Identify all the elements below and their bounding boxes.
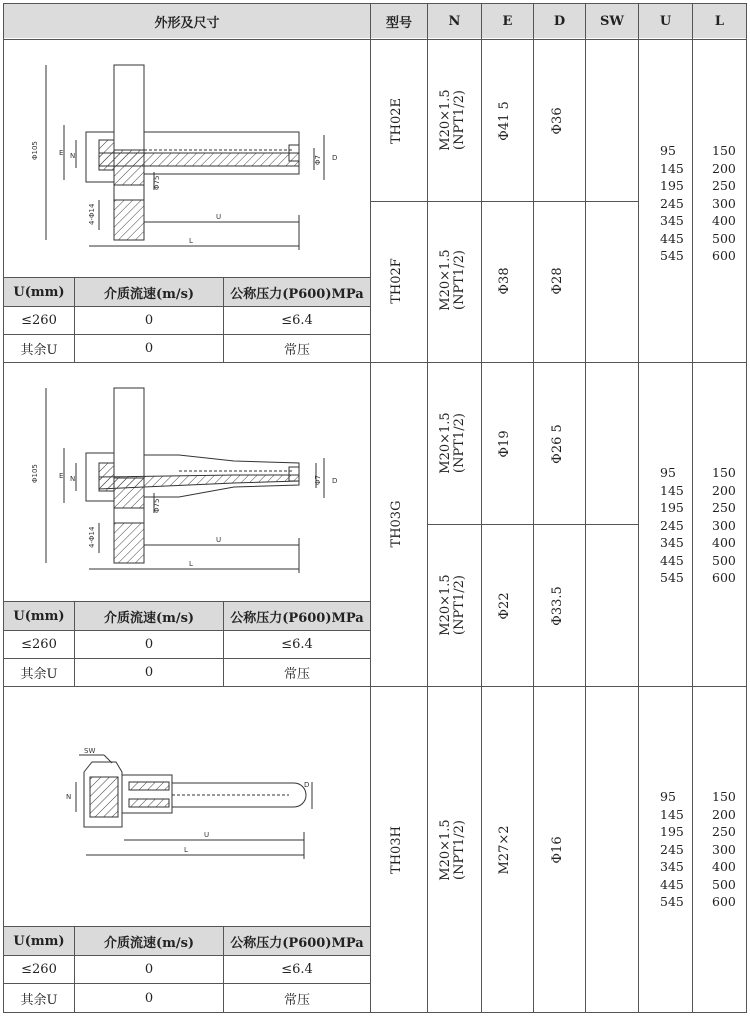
ul1-l: 150 200 250 300 400 500 600 [712, 143, 736, 263]
cond3-header-u: U(mm) [4, 927, 74, 955]
threaded-drawing-th03h [4, 687, 370, 925]
flange-drawing-th02 [4, 40, 370, 276]
grid-col-l [692, 3, 693, 1013]
ul2-l: 150 200 250 300 400 500 600 [712, 465, 736, 585]
label-u-3: U [204, 831, 210, 839]
th03g-b-n: M20×1.5 (NPT1/2) [438, 574, 467, 636]
model-th03g: TH03G [389, 500, 404, 548]
header-shape: 外形及尺寸 [4, 4, 370, 38]
label-d: D [332, 154, 338, 162]
th02e-d: Φ36 [550, 107, 565, 135]
cond2-header-speed: 介质流速(m/s) [75, 602, 223, 630]
cond1-row2-pressure: 常压 [283, 343, 310, 358]
header-l: L [693, 4, 746, 38]
grid-col-u [638, 3, 639, 1013]
label-l-3: L [184, 846, 188, 854]
grid-col-n [427, 3, 428, 1013]
th03h-n: M20×1.5 (NPT1/2) [438, 819, 467, 881]
cond2-header-u: U(mm) [4, 602, 74, 630]
label-e-2: E [59, 472, 64, 480]
cond3-header-speed: 介质流速(m/s) [75, 927, 223, 955]
label-holes: 4-Φ14 [88, 203, 96, 225]
cond2-row2-u: 其余U [20, 667, 58, 682]
label-n-3: N [66, 793, 72, 801]
grid-col-e [481, 3, 482, 1013]
cond1-row2-u: 其余U [20, 343, 58, 358]
th03h-e: M27×2 [497, 825, 512, 875]
label-phi105-2: Φ105 [31, 464, 39, 483]
ul3-l: 150 200 250 300 400 500 600 [712, 789, 736, 909]
ul2-u: 95 145 195 245 345 445 545 [660, 465, 684, 585]
cond2-row2-speed: 0 [144, 665, 154, 680]
flange-drawing-th03g [4, 363, 370, 601]
cond1-header-pressure: 公称压力(P600)MPa [224, 278, 370, 306]
th03g-a-n: M20×1.5 (NPT1/2) [438, 412, 467, 474]
th02f-e: Φ38 [497, 267, 512, 295]
th03g-b-e: Φ22 [497, 592, 512, 620]
label-u-2: U [216, 536, 222, 544]
ul3-u: 95 145 195 245 345 445 545 [660, 789, 684, 909]
grid-bottom [3, 1012, 747, 1013]
ul1-u: 95 145 195 245 345 445 545 [660, 143, 684, 263]
label-phi105: Φ105 [31, 141, 39, 160]
header-sw: SW [586, 4, 638, 38]
th03g-a-e: Φ19 [497, 430, 512, 458]
cond2-row1-speed: 0 [144, 637, 154, 652]
cond1-row1-speed: 0 [144, 313, 154, 328]
th03h-d: Φ16 [550, 836, 565, 864]
label-l: L [189, 237, 193, 245]
cond3-row2-speed: 0 [144, 990, 154, 1006]
header-e: E [482, 4, 533, 38]
label-n: N [70, 152, 76, 160]
cond3-row2-pressure: 常压 [283, 992, 310, 1008]
model-th03h: TH03H [389, 826, 404, 874]
label-d-2: D [332, 477, 338, 485]
cond3-row1-pressure: ≤6.4 [281, 962, 313, 977]
model-th02f: TH02F [389, 258, 404, 304]
header-u: U [639, 4, 692, 38]
label-n-2: N [70, 475, 76, 483]
grid-right [746, 3, 747, 1013]
cond1-header-u: U(mm) [4, 278, 74, 306]
grid-col-model [370, 3, 371, 1013]
header-d: D [534, 4, 585, 38]
grid-top [3, 3, 747, 4]
cond1-row1-pressure: ≤6.4 [281, 313, 313, 328]
label-phi75-2: Φ75 [153, 498, 161, 513]
label-holes-2: 4-Φ14 [88, 526, 96, 548]
cond3-header-pressure: 公称压力(P600)MPa [224, 927, 370, 955]
label-l-2: L [189, 560, 193, 568]
grid-th02-split [371, 201, 639, 202]
label-d-3: D [304, 781, 310, 789]
grid-col-d [533, 3, 534, 1013]
header-n: N [428, 4, 481, 38]
th02f-d: Φ28 [550, 267, 565, 295]
cond2-row1-pressure: ≤6.4 [281, 637, 313, 652]
cond1-row2-speed: 0 [144, 341, 154, 356]
th03g-a-d: Φ26 5 [550, 424, 565, 464]
th02e-e: Φ41 5 [497, 101, 512, 141]
cond2-row1-u: ≤260 [21, 637, 57, 652]
model-th02e: TH02E [389, 97, 404, 145]
th02e-n: M20×1.5 (NPT1/2) [438, 89, 467, 151]
header-model: 型号 [371, 4, 427, 38]
label-phi7-2: Φ7 [314, 475, 322, 485]
label-e: E [59, 149, 64, 157]
cond3-row1-speed: 0 [144, 962, 154, 977]
label-sw: SW [84, 747, 96, 755]
cond2-header-pressure: 公称压力(P600)MPa [224, 602, 370, 630]
th03g-b-d: Φ33.5 [550, 586, 565, 626]
cond1-row1-u: ≤260 [21, 313, 57, 328]
label-phi75: Φ75 [153, 175, 161, 190]
label-phi7: Φ7 [314, 155, 322, 165]
cond2-row2-pressure: 常压 [283, 667, 310, 682]
label-u: U [216, 213, 222, 221]
th02f-n: M20×1.5 (NPT1/2) [438, 249, 467, 311]
cond3-row2-u: 其余U [20, 992, 58, 1008]
cond3-row1-u: ≤260 [21, 962, 57, 977]
grid-col-sw [585, 3, 586, 1013]
cond1-header-speed: 介质流速(m/s) [75, 278, 223, 306]
